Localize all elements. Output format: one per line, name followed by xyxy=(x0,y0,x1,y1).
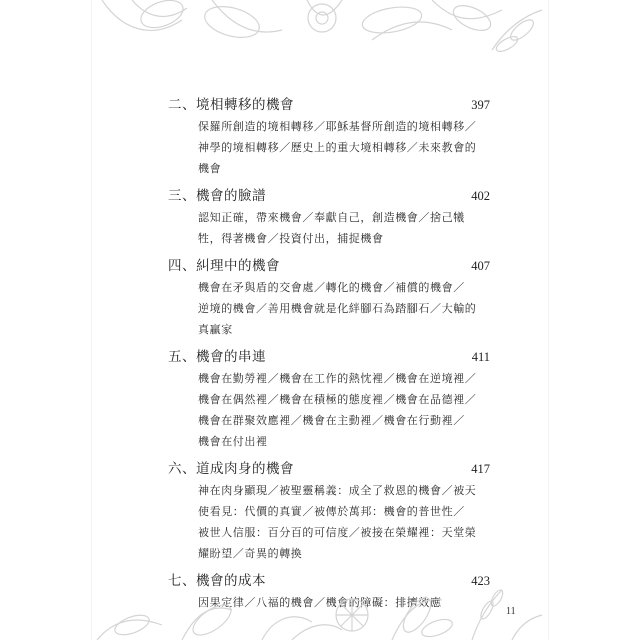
toc-entry xyxy=(168,346,490,452)
toc-heading[interactable] xyxy=(168,255,490,277)
toc-subsection-line: 耀盼望／奇異的轉換 xyxy=(198,547,303,560)
toc-heading-title: 二、境相轉移的機會 xyxy=(168,97,294,113)
toc-subsection-line: 保羅所創造的境相轉移／耶穌基督所創造的境相轉移／ xyxy=(198,120,477,133)
toc-heading[interactable] xyxy=(168,94,490,116)
toc-subsections xyxy=(168,207,490,249)
toc-entry xyxy=(168,94,490,179)
toc-subsection-line: 因果定律／八福的機會／機會的障礙：排擠效應 xyxy=(198,596,442,609)
floral-decoration-bottom xyxy=(92,570,548,640)
toc-entry xyxy=(168,185,490,249)
toc-subsection-line: 認知正確，帶來機會／奉獻自己，創造機會／捨己犧 xyxy=(198,211,465,224)
toc-entry xyxy=(168,458,490,564)
toc-subsection-line: 機會在勤勞裡／機會在工作的熱忱裡／機會在逆境裡／ xyxy=(198,372,477,385)
toc-heading[interactable] xyxy=(168,458,490,480)
toc-subsections xyxy=(168,480,490,564)
toc-subsections xyxy=(168,277,490,340)
toc-subsection-line: 逆境的機會／善用機會就是化絆腳石為踏腳石／大輸的 xyxy=(198,302,477,315)
toc-subsection-line: 機會在矛與盾的交會處／轉化的機會／補償的機會／ xyxy=(198,281,465,294)
toc-heading-title: 六、道成肉身的機會 xyxy=(168,461,294,477)
toc-subsection-line: 機會 xyxy=(198,162,222,175)
toc-heading[interactable] xyxy=(168,185,490,207)
toc-subsections xyxy=(168,368,490,452)
toc-subsection-line: 使看見：代價的真實／被傳於萬邦：機會的普世性／ xyxy=(198,505,465,518)
toc-subsection-line: 神學的境相轉移／歷史上的重大境相轉移／未來教會的 xyxy=(198,141,477,154)
toc-heading-title: 四、糾理中的機會 xyxy=(168,258,280,274)
toc-heading-title: 五、機會的串連 xyxy=(168,349,266,365)
toc-subsection-line: 機會在偶然裡／機會在積極的態度裡／機會在品德裡／ xyxy=(198,393,477,406)
toc-subsections xyxy=(168,116,490,179)
floral-decoration-top xyxy=(92,0,548,70)
toc-subsection-line: 真贏家 xyxy=(198,323,233,336)
toc-subsection-line: 機會在群聚效應裡／機會在主動裡／機會在行動裡／ xyxy=(198,414,465,427)
toc-subsection-line: 機會在付出裡 xyxy=(198,435,268,448)
toc-subsection-line: 被世人信服：百分百的可信度／被接在榮耀裡：天堂榮 xyxy=(198,526,477,539)
table-of-contents xyxy=(168,94,490,619)
toc-page-number: 397 xyxy=(471,98,490,112)
toc-entry xyxy=(168,255,490,340)
toc-heading-title: 七、機會的成本 xyxy=(168,573,266,589)
toc-heading[interactable] xyxy=(168,346,490,368)
page-number: 11 xyxy=(506,606,516,617)
toc-subsection-line: 神在肉身顯現／被聖靈稱義：成全了救恩的機會／被天 xyxy=(198,484,477,497)
toc-page-number: 411 xyxy=(471,350,490,364)
toc-page-number: 402 xyxy=(471,189,490,203)
toc-subsection-line: 牲，得著機會／投資付出，捕捉機會 xyxy=(198,232,384,245)
toc-heading-title: 三、機會的臉譜 xyxy=(168,188,266,204)
toc-page-number: 417 xyxy=(471,462,490,476)
toc-page-number: 407 xyxy=(471,259,490,273)
toc-page-number: 423 xyxy=(471,574,490,588)
